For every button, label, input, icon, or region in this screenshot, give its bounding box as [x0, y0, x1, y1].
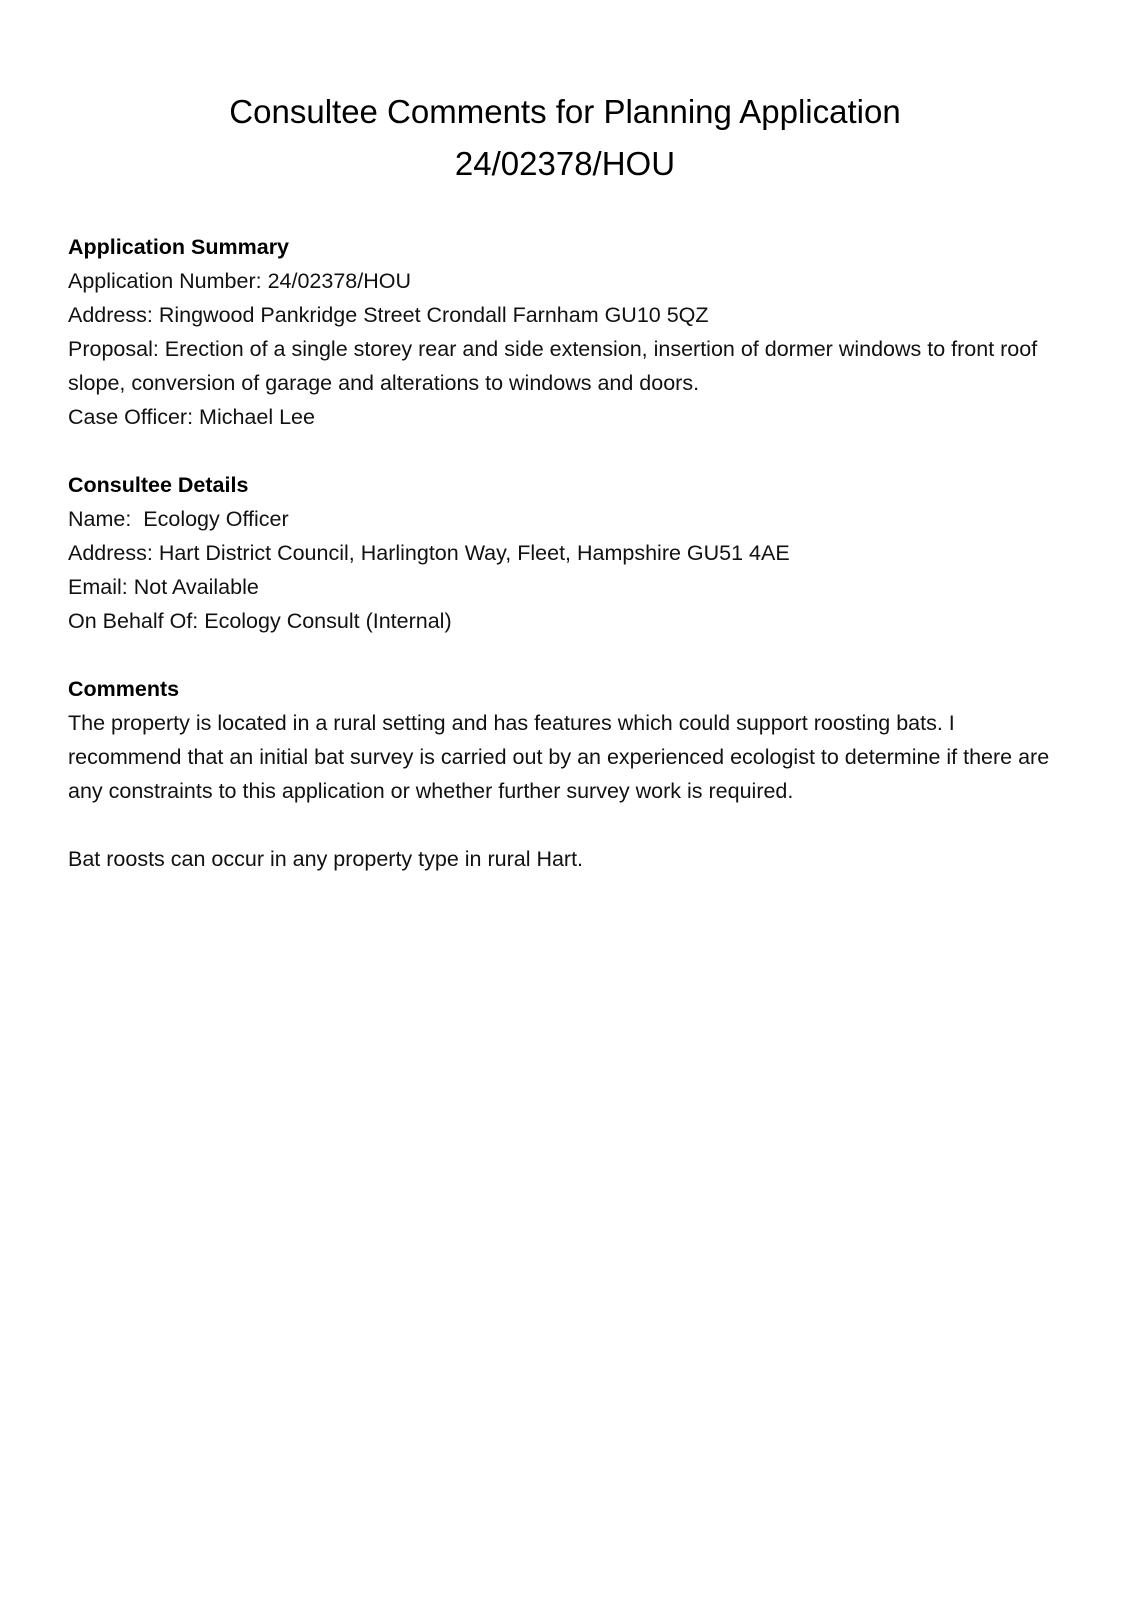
- consultee-email: Email: Not Available: [68, 575, 259, 599]
- consultee-on-behalf-of: On Behalf Of: Ecology Consult (Internal): [68, 609, 452, 633]
- consultee-details-heading: Consultee Details: [68, 473, 249, 497]
- application-proposal: Proposal: Erection of a single storey rear and side extension, insertion of dormer windows to front roof slope, conversion of garage and alterations to windows and doors.: [68, 337, 1044, 395]
- title-line-2: 24/02378/HOU: [454, 145, 676, 182]
- comments-heading: Comments: [68, 677, 180, 701]
- consultee-details-section: [68, 468, 1068, 638]
- application-summary-heading: Application Summary: [68, 235, 290, 259]
- comments-paragraph-2: Bat roosts can occur in any property type in rural Hart.: [68, 847, 584, 871]
- application-number: Application Number: 24/02378/HOU: [68, 269, 411, 293]
- case-officer: Case Officer: Michael Lee: [68, 405, 315, 429]
- application-summary-section: [68, 230, 1068, 434]
- document-title: [0, 86, 1130, 190]
- consultee-name: Name: Ecology Officer: [68, 507, 289, 531]
- application-address: Address: Ringwood Pankridge Street Crondall Farnham GU10 5QZ: [68, 303, 709, 327]
- comments-section: [68, 672, 1068, 876]
- comments-paragraph-1: The property is located in a rural setting and has features which could support roosting bats. I recommend that an initial bat survey is carried out by an experienced ecologist to determine if there are any constraints to this application or whether further survey work is required.: [68, 711, 1056, 803]
- document-content: [68, 230, 1068, 910]
- consultee-address: Address: Hart District Council, Harlington Way, Fleet, Hampshire GU51 4AE: [68, 541, 790, 565]
- title-line-1: Consultee Comments for Planning Application: [229, 93, 901, 130]
